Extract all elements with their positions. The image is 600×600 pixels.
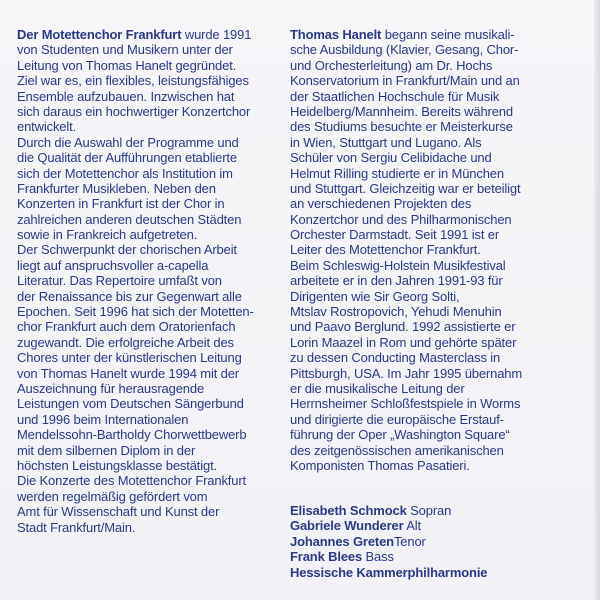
- line-text: Mtslav Rostropovich, Yehudi Menuhin: [290, 304, 502, 320]
- line-text: Komponisten Thomas Pasatieri.: [290, 457, 470, 473]
- text-line: [17, 489, 279, 504]
- line-text: Lorin Maazel in Rom und gehörte später: [290, 334, 517, 350]
- line-text: Helmut Rilling studierte er in München: [290, 165, 504, 181]
- text-line: [17, 212, 279, 227]
- text-line: [17, 73, 279, 88]
- line-text: höchsten Leistungsklasse bestätigt.: [17, 457, 217, 473]
- performer-name: Hessische Kammerphilharmonie: [290, 564, 488, 580]
- text-line: [17, 366, 279, 381]
- text-line: [290, 89, 552, 104]
- text-line: [290, 350, 552, 365]
- line-text: arbeitete er in den Jahren 1991-93 für: [290, 273, 503, 289]
- text-line: [290, 412, 552, 427]
- text-line: [290, 304, 552, 319]
- line-text: zu dessen Conducting Masterclass in: [290, 350, 501, 366]
- text-line: [17, 381, 279, 396]
- line-text: der Staatlichen Hochschule für Musik: [290, 88, 500, 104]
- text-line: [17, 242, 279, 257]
- text-line: [17, 443, 279, 458]
- line-text: Die Konzerte des Motettenchor Frankfurt: [17, 473, 246, 489]
- line-text: Leistungen vom Deutschen Sängerbund: [17, 396, 244, 412]
- text-line: [17, 304, 279, 319]
- performer-name: Johannes Greten: [290, 533, 394, 549]
- line-text: Amt für Wissenschaft und Kunst der: [17, 504, 220, 520]
- line-text: Leitung von Thomas Hanelt gegründet.: [17, 57, 237, 73]
- text-line: [17, 396, 279, 411]
- text-line: [17, 27, 279, 42]
- line-text: Chores unter der künstlerischen Leitung: [17, 350, 242, 366]
- performer-role: Alt: [403, 518, 421, 534]
- text-line: [290, 319, 552, 334]
- line-text: Pittsburgh, USA. Im Jahr 1995 übernahm: [290, 365, 523, 381]
- line-text: liegt auf anspruchsvoller a-capella: [17, 257, 209, 273]
- text-line: [17, 58, 279, 73]
- text-line: [17, 42, 279, 57]
- performer-name: Frank Blees: [290, 549, 363, 565]
- text-line: [290, 181, 552, 196]
- text-line: [290, 119, 552, 134]
- line-text: führung der Oper „Washington Square“: [290, 427, 510, 443]
- text-line: [17, 166, 279, 181]
- text-line: [290, 135, 552, 150]
- text-line: [17, 89, 279, 104]
- line-text: von Studenten und Musikern unter der: [17, 42, 233, 58]
- line-text: von Thomas Hanelt wurde 1994 mit der: [17, 365, 239, 381]
- text-line: [290, 212, 552, 227]
- text-line: [17, 196, 279, 211]
- line-text: und 1996 beim Internationalen: [17, 411, 189, 427]
- line-text: werden regelmäßig gefördert vom: [17, 488, 208, 504]
- text-line: [290, 289, 552, 304]
- thomas-hanelt-biography: [290, 27, 552, 473]
- text-line: [290, 335, 552, 350]
- text-line: [17, 319, 279, 334]
- line-text: Der Schwerpunkt der chorischen Arbeit: [17, 242, 237, 258]
- text-line: [17, 135, 279, 150]
- line-text: entwickelt.: [17, 119, 77, 135]
- text-line: [290, 458, 552, 473]
- performer-credits: [290, 503, 487, 580]
- line-text: Konzerten in Frankfurt ist der Chor in: [17, 196, 225, 212]
- line-text: Ziel war es, ein flexibles, leistungsfähiges: [17, 73, 249, 89]
- line-text: Ensemble aufzubauen. Inzwischen hat: [17, 88, 235, 104]
- text-line: [290, 27, 552, 42]
- text-line: [17, 335, 279, 350]
- line-text: Heidelberg/Mannheim. Bereits während: [290, 103, 513, 119]
- text-line: [17, 181, 279, 196]
- text-line: [17, 150, 279, 165]
- performer-role: Tenor: [393, 533, 426, 549]
- credit-row: [290, 534, 487, 549]
- text-line: [17, 273, 279, 288]
- text-line: [17, 258, 279, 273]
- credit-row: [290, 565, 487, 580]
- text-line: [290, 258, 552, 273]
- line-text: und Orchesterleitung) am Dr. Hochs: [290, 57, 493, 73]
- line-text: des zeitgenössischen amerikanischen: [290, 442, 504, 458]
- line-text: Auszeichnung für herausragende: [17, 380, 205, 396]
- credit-row: [290, 503, 487, 518]
- line-text: zugewandt. Die erfolgreiche Arbeit des: [17, 334, 234, 350]
- line-text: der Renaissance bis zur Gegenwart alle: [17, 288, 242, 304]
- text-line: [17, 350, 279, 365]
- line-text: sich der Motettenchor als Institution im: [17, 165, 233, 181]
- line-text: Literatur. Das Repertoire umfaßt von: [17, 273, 222, 289]
- line-text: Orchester Darmstadt. Seit 1991 ist er: [290, 227, 500, 243]
- text-line: [17, 104, 279, 119]
- line-text: Durch die Auswahl der Programme und: [17, 134, 239, 150]
- text-line: [290, 104, 552, 119]
- text-line: [290, 166, 552, 181]
- line-text: Herrnsheimer Schloßfestspiele in Worms: [290, 396, 521, 412]
- text-line: [290, 443, 552, 458]
- text-line: [17, 227, 279, 242]
- line-text: begann seine musikali-: [381, 27, 515, 42]
- line-text: Schüler von Sergiu Celibidache und: [290, 150, 492, 166]
- credit-row: [290, 518, 487, 533]
- line-text: sowie in Frankreich aufgetreten.: [17, 227, 198, 243]
- line-text: Konzertchor und des Philharmonischen: [290, 211, 512, 227]
- bold-name: Der Motettenchor Frankfurt: [17, 27, 182, 42]
- performer-name: Gabriele Wunderer: [290, 518, 404, 534]
- text-line: [17, 289, 279, 304]
- performer-role: Sopran: [406, 503, 452, 518]
- line-text: mit dem silbernen Diplom in der: [17, 442, 196, 458]
- text-line: [17, 427, 279, 442]
- performer-role: Bass: [362, 549, 394, 565]
- line-text: Leiter des Motettenchor Frankfurt.: [290, 242, 481, 258]
- text-line: [290, 273, 552, 288]
- text-line: [290, 42, 552, 57]
- text-line: [17, 119, 279, 134]
- text-line: [290, 427, 552, 442]
- line-text: zahlreichen anderen deutschen Städten: [17, 211, 242, 227]
- motettenchor-biography: [17, 27, 279, 535]
- line-text: und Stuttgart. Gleichzeitig war er beteiligt: [290, 180, 521, 196]
- line-text: sich daraus ein hochwertiger Konzertchor: [17, 103, 251, 119]
- line-text: des Studiums besuchte er Meisterkurse: [290, 119, 513, 135]
- text-line: [290, 242, 552, 257]
- line-text: die Qualität der Aufführungen etablierte: [17, 150, 237, 166]
- line-text: und dirigierte die europäische Erstauf-: [290, 411, 504, 427]
- line-text: sche Ausbildung (Klavier, Gesang, Chor-: [290, 42, 519, 58]
- text-line: [290, 396, 552, 411]
- line-text: und Paavo Berglund. 1992 assistierte er: [290, 319, 516, 335]
- line-text: Mendelssohn-Bartholdy Chorwettbewerb: [17, 427, 247, 443]
- text-line: [290, 227, 552, 242]
- text-line: [290, 150, 552, 165]
- text-line: [290, 366, 552, 381]
- page-edge: [594, 0, 600, 600]
- text-line: [17, 412, 279, 427]
- text-line: [17, 520, 279, 535]
- line-text: Konservatorium in Frankfurt/Main und an: [290, 73, 520, 89]
- line-text: Frankfurter Musikleben. Neben den: [17, 180, 216, 196]
- text-line: [290, 196, 552, 211]
- line-text: Beim Schleswig-Holstein Musikfestival: [290, 257, 506, 273]
- line-text: er die musikalische Leitung der: [290, 380, 465, 396]
- text-line: [290, 381, 552, 396]
- text-line: [17, 504, 279, 519]
- text-line: [17, 458, 279, 473]
- performer-name: Elisabeth Schmock: [290, 503, 407, 518]
- line-text: Stadt Frankfurt/Main.: [17, 519, 136, 535]
- bold-name: Thomas Hanelt: [290, 27, 382, 42]
- text-line: [17, 473, 279, 488]
- line-text: Epochen. Seit 1996 hat sich der Motetten-: [17, 304, 254, 320]
- line-text: chor Frankfurt auch dem Oratorienfach: [17, 319, 236, 335]
- line-text: an verschiedenen Projekten des: [290, 196, 472, 212]
- credit-row: [290, 549, 487, 564]
- line-text: Dirigenten wie Sir Georg Solti,: [290, 288, 460, 304]
- text-line: [290, 73, 552, 88]
- line-text: wurde 1991: [181, 27, 252, 42]
- text-line: [290, 58, 552, 73]
- line-text: in Wien, Stuttgart und Lugano. Als: [290, 134, 482, 150]
